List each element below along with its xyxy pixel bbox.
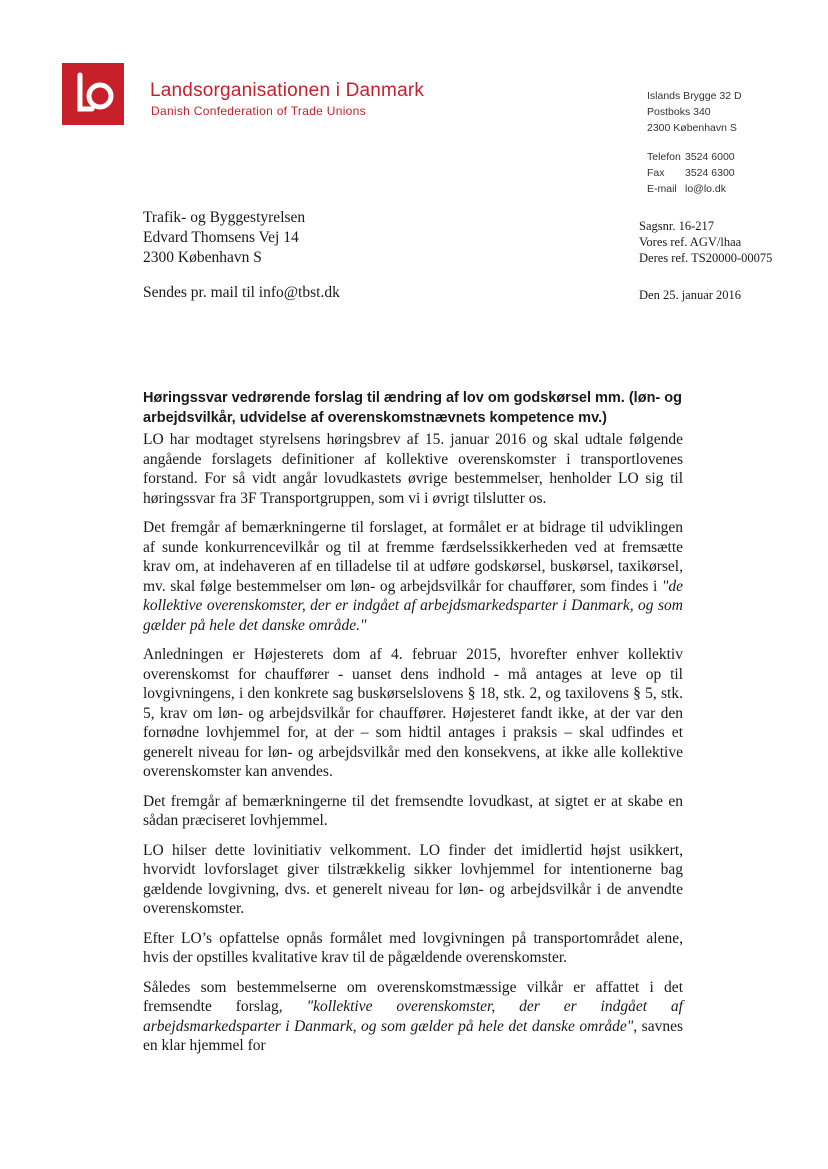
paragraph: LO har modtaget styrelsens høringsbrev af 15. januar 2016 og skal udtale følgende angående forslagets definitioner af kollektive overenskomster i transportlovenes forstand. For så vidt angår lovudkastets øvrige bestemmelser, henholder LO sig til høringssvar fra 3F Transportgruppen, som vi i øvrigt tilslutter os.	[143, 431, 683, 507]
paragraph: Det fremgår af bemærkningerne til forslaget, at formålet er at bidrage til udviklingen af sunde konkurrencevilkår og til at fremme færdselssikkerheden ved at fremsætte krav om, at indehaveren af en tilladelse til at udføre godskørsel, buskørsel, taxikørsel, mv. skal følge bestemmelser om løn- og arbejdsvilkår for chauffører, som findes i "de kollektive overenskomster, der er indgået af arbejdsmarkedsparter i Danmark, og som gælder på hele det danske område."	[143, 519, 683, 634]
lo-logo-icon	[62, 63, 124, 125]
contact-phone: Telefon 3524 6000	[647, 151, 735, 163]
address-line: Islands Brygge 32 D	[647, 90, 742, 102]
sent-via-note: Sendes pr. mail til info@tbst.dk	[143, 284, 340, 301]
quote: "kollektive overenskomster, der er indgået af arbejdsmarkedsparter i Danmark, og som gælder på hele det danske område"	[143, 998, 683, 1035]
letter-subject: Høringssvar vedrørende forslag til ændring af lov om godskørsel mm. (løn- og arbejdsvilkår, udvidelse af overenskomstnævnets kompetence mv.)	[143, 390, 682, 426]
contact-block	[647, 149, 735, 197]
paragraph: Således som bestemmelserne om overenskomstmæssige vilkår er affattet i det fremsendte forslag, "kollektive overenskomster, der er indgået af arbejdsmarkedsparter i Danmark, og som gælder på hele det danske område", savnes en klar hjemmel for	[143, 978, 684, 1054]
paragraph: Anledningen er Højesterets dom af 4. februar 2015, hvorefter enhver kollektiv overenskomst for chauffører - uanset dens indhold - må antages at leve op til lovgivningens, i den konkrete sag buskørselslovens § 18, stk. 2, og taxilovens § 5, stk. 5, krav om løn- og arbejdsvilkår for chauffører. Højesteret fandt ikke, at der var den fornødne lovhjemmel for, at der – som hidtil antages i praksis – skal udfindes et generelt niveau for løn- og arbejdsvilkår med den konsekvens, at ikke alle kollektive overenskomster kan anvendes.	[143, 646, 683, 780]
lo-logo	[62, 63, 124, 125]
quote: "de kollektive overenskomster, der er indgået af arbejdsmarkedsparter i Danmark, og som gælder på hele det danske område."	[143, 577, 683, 634]
your-reference: Deres ref. TS20000-00075	[639, 251, 773, 265]
contact-fax: Fax 3524 6300	[647, 167, 735, 179]
our-reference: Vores ref. AGV/lhaa	[639, 235, 742, 249]
letter-date: Den 25. januar 2016	[639, 288, 742, 302]
address-line: Postboks 340	[647, 106, 711, 118]
paragraph: LO hilser dette lovinitiativ velkomment. LO finder det imidlertid højst usikkert, hvorvidt lovforslaget giver tilstrækkelig sikker lovhjemmel for intentionerne bag gældende lovgivning, dvs. et generelt niveau for løn- og arbejdsvilkår i de anvendte overenskomster.	[143, 841, 683, 917]
case-number: Sagsnr. 16-217	[639, 219, 714, 233]
recipient-line: 2300 København S	[143, 249, 262, 266]
paragraph: Efter LO’s opfattelse opnås formålet med lovgivningen på transportområdet alene, hvis der opstilles kvalitative krav til de pågældende overenskomster.	[143, 929, 683, 966]
recipient-line: Trafik- og Byggestyrelsen	[143, 209, 306, 226]
org-name-english: Danish Confederation of Trade Unions	[151, 104, 366, 118]
paragraph: Det fremgår af bemærkningerne til det fremsendte lovudkast, at sigtet er at skabe en sådan præciseret lovhjemmel.	[143, 792, 683, 829]
address-line: 2300 København S	[647, 122, 737, 134]
recipient-line: Edvard Thomsens Vej 14	[143, 229, 299, 246]
org-name: Landsorganisationen i Danmark	[150, 80, 425, 101]
letter-body	[143, 430, 683, 1066]
contact-email[interactable]: E-mail lo@lo.dk	[647, 183, 727, 195]
reference-block	[639, 218, 772, 266]
recipient-address	[143, 208, 305, 268]
